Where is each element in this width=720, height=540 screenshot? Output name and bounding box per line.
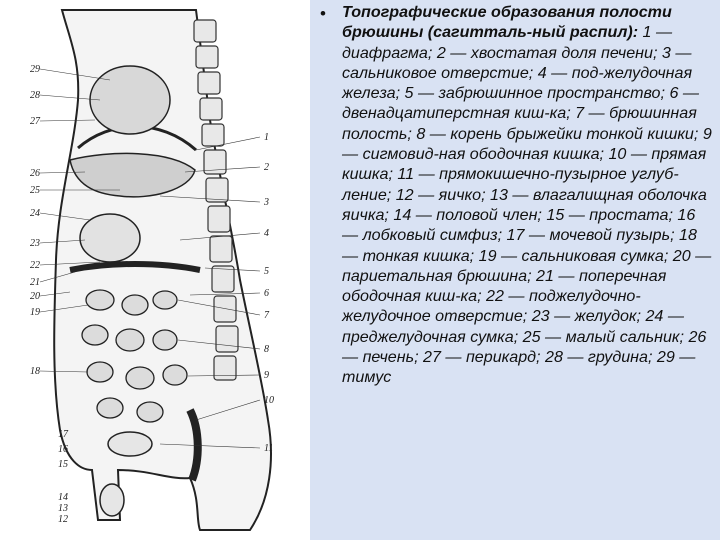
label-18: 18 bbox=[30, 366, 40, 377]
caption-body: 1 — диафрагма; 2 — хвостатая доля печени; 3 — сальниковое отверстие; 4 — под-желудочная железа; 5 — забрюшинное пространство; 6 — двенадцатиперстная киш-ка; 7 — брюшинная полость; 8 — корень брыжейки тонкой кишки; 9 — сигмовид-ная ободочная кишка; 10 — прямая кишка; 11 — прямокишечно-пузырное углуб-ление; 12 — яичко; 13 — влагалищная оболочка яичка; 14 — половой член; 15 — простата; 16 — лобковый симфиз; 17 — мочевой пузырь; 18 — тонкая кишка; 19 — сальниковая сумка; 20 — париетальная брюшина; 21 — поперечная ободочная киш-ка; 22 — поджелудочно-желудочное отверстие; 23 — желудок; 24 — преджелудочная сумка; 25 — малый сальник; 26 — печень; 27 — перикард; 28 — грудина; 29 — тимус bbox=[342, 23, 712, 387]
bladder bbox=[108, 432, 152, 456]
caption-panel bbox=[310, 0, 720, 540]
label-9: 9 bbox=[264, 370, 269, 381]
bullet-icon: • bbox=[320, 4, 326, 23]
label-14: 14 bbox=[58, 492, 68, 503]
caption-heading: Топографические образования полости брюшины (сагитталь-ный распил): bbox=[342, 3, 672, 42]
label-27: 27 bbox=[30, 116, 40, 127]
label-1: 1 bbox=[264, 132, 269, 143]
label-16: 16 bbox=[58, 444, 68, 455]
label-4: 4 bbox=[264, 228, 269, 239]
label-20: 20 bbox=[30, 291, 40, 302]
heart bbox=[90, 66, 170, 134]
label-23: 23 bbox=[30, 238, 40, 249]
sagittal-section-drawing bbox=[0, 0, 310, 540]
label-13: 13 bbox=[58, 503, 68, 514]
figure-caption bbox=[342, 2, 714, 388]
label-3: 3 bbox=[264, 197, 269, 208]
label-24: 24 bbox=[30, 208, 40, 219]
label-25: 25 bbox=[30, 185, 40, 196]
label-19: 19 bbox=[30, 307, 40, 318]
label-7: 7 bbox=[264, 310, 269, 321]
testis bbox=[100, 484, 124, 516]
label-29: 29 bbox=[30, 64, 40, 75]
label-12: 12 bbox=[58, 514, 68, 525]
label-22: 22 bbox=[30, 260, 40, 271]
right-labels bbox=[263, 132, 274, 454]
label-8: 8 bbox=[264, 344, 269, 355]
label-28: 28 bbox=[30, 90, 40, 101]
label-11: 11 bbox=[264, 443, 274, 454]
label-17: 17 bbox=[58, 429, 68, 440]
label-2: 2 bbox=[264, 162, 269, 173]
label-21: 21 bbox=[30, 277, 40, 288]
stomach bbox=[80, 214, 140, 262]
anatomy-figure bbox=[0, 0, 310, 540]
label-6: 6 bbox=[264, 288, 269, 299]
label-5: 5 bbox=[264, 266, 269, 277]
label-10: 10 bbox=[264, 395, 274, 406]
label-15: 15 bbox=[58, 459, 68, 470]
label-26: 26 bbox=[30, 168, 40, 179]
